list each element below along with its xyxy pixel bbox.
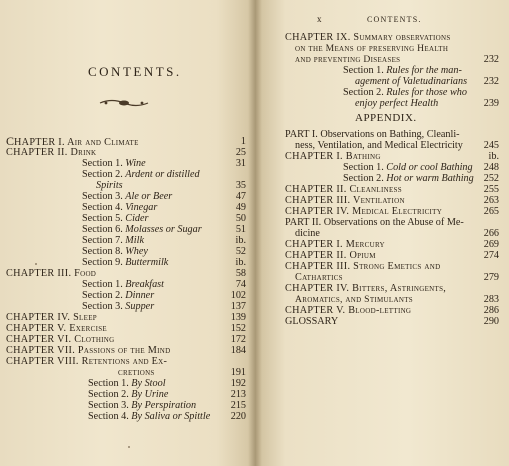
toc-entry-left-1: CHAPTER II. Drink [6, 147, 97, 158]
toc-page-left-14: 102 [230, 290, 246, 301]
toc-page-right-14: 263 [483, 195, 499, 206]
toc-page-left-23: 213 [230, 389, 246, 400]
toc-entry-right-13: CHAPTER II. Cleanliness [285, 184, 402, 195]
appendix-heading: APPENDIX. [355, 112, 417, 124]
toc-page-right-13: 255 [483, 184, 499, 195]
toc-entry-left-4: Spirits [96, 180, 123, 191]
toc-entry-right-1: on the Means of preserving Health [295, 43, 449, 54]
toc-page-right-6: 239 [483, 98, 499, 109]
toc-page-left-17: 152 [230, 323, 246, 334]
toc-entry-left-10: Section 8. Whey [82, 246, 148, 257]
toc-page-left-19: 184 [230, 345, 246, 356]
toc-entry-right-0: CHAPTER IX. Summary observations [285, 32, 451, 43]
toc-entry-left-7: Section 5. Cider [82, 213, 149, 224]
toc-entry-right-24: CHAPTER V. Blood-letting [285, 305, 412, 316]
toc-page-right-18: 269 [483, 239, 499, 250]
toc-entry-right-23: Aromatics, and Stimulants [295, 294, 413, 305]
toc-entry-right-22: CHAPTER IV. Bitters, Astringents, [285, 283, 447, 294]
book-gutter [248, 0, 262, 466]
toc-page-right-12: 252 [483, 173, 499, 184]
toc-page-left-22: 192 [230, 378, 246, 389]
toc-entry-right-12: Section 2. Hot or warm Bathing [343, 173, 474, 184]
toc-entry-left-21: cretions [118, 367, 155, 378]
toc-entry-left-3: Section 2. Ardent or distilled [82, 169, 200, 180]
toc-page-left-11: ib. [235, 257, 246, 268]
toc-entry-left-22: Section 1. By Stool [88, 378, 166, 389]
toc-page-left-10: 52 [235, 246, 246, 257]
toc-entry-right-14: CHAPTER III. Ventilation [285, 195, 405, 206]
toc-entry-left-8: Section 6. Molasses or Sugar [82, 224, 202, 235]
toc-page-left-6: 49 [235, 202, 246, 213]
toc-page-left-21: 191 [230, 367, 246, 378]
toc-page-right-4: 232 [483, 76, 499, 87]
page-speck [128, 446, 130, 448]
toc-entry-left-23: Section 2. By Urine [88, 389, 169, 400]
toc-page-left-2: 31 [235, 158, 246, 169]
toc-entry-right-16: PART II. Observations on the Abuse of Me- [285, 217, 464, 228]
ornament-divider [98, 98, 150, 108]
toc-entry-left-20: CHAPTER VIII. Retentions and Ex- [6, 356, 168, 367]
toc-entry-left-5: Section 3. Ale or Beer [82, 191, 173, 202]
toc-entry-left-2: Section 1. Wine [82, 158, 146, 169]
toc-page-left-12: 58 [235, 268, 246, 279]
toc-page-right-23: 283 [483, 294, 499, 305]
toc-page-left-13: 74 [235, 279, 246, 290]
right-page [255, 0, 509, 466]
toc-page-left-24: 215 [230, 400, 246, 411]
toc-page-left-16: 139 [230, 312, 246, 323]
toc-entry-left-25: Section 4. By Saliva or Spittle [88, 411, 211, 422]
toc-page-left-0: 1 [240, 136, 246, 147]
contents-title: CONTENTS. [88, 64, 182, 79]
toc-page-right-9: 245 [483, 140, 499, 151]
toc-entry-left-0: CHAPTER I. Air and Climate [6, 134, 139, 148]
toc-page-right-10: ib. [488, 151, 499, 162]
toc-entry-right-18: CHAPTER I. Mercury [285, 239, 385, 250]
toc-entry-left-17: CHAPTER V. Exercise [6, 323, 108, 334]
toc-entry-right-11: Section 1. Cold or cool Bathing [343, 162, 473, 173]
toc-entry-left-18: CHAPTER VI. Clothing [6, 334, 115, 345]
page-speck [35, 263, 37, 265]
toc-page-left-15: 137 [230, 301, 246, 312]
toc-entry-right-9: ness, Ventilation, and Medical Electricity [295, 140, 463, 151]
running-head: CONTENTS. [367, 15, 422, 24]
toc-page-left-7: 50 [235, 213, 246, 224]
toc-page-left-18: 172 [230, 334, 246, 345]
toc-entry-right-20: CHAPTER III. Strong Emetics and [285, 261, 441, 272]
toc-entry-left-11: Section 9. Buttermilk [82, 257, 169, 268]
toc-page-right-21: 279 [483, 272, 499, 283]
toc-entry-right-4: agement of Valetudinarians [355, 76, 468, 87]
toc-entry-left-13: Section 1. Breakfast [82, 279, 164, 290]
toc-entry-right-5: Section 2. Rules for those who [343, 87, 467, 98]
toc-entry-right-19: CHAPTER II. Opium [285, 250, 376, 261]
toc-page-left-1: 25 [235, 147, 246, 158]
toc-page-left-5: 47 [235, 191, 246, 202]
toc-page-right-11: 248 [483, 162, 499, 173]
toc-page-left-25: 220 [230, 411, 246, 422]
toc-page-right-25: 290 [483, 316, 499, 327]
running-head-page-number: x [317, 14, 322, 24]
toc-entry-left-15: Section 3. Supper [82, 301, 155, 312]
toc-entry-left-6: Section 4. Vinegar [82, 202, 158, 213]
toc-page-right-17: 266 [483, 228, 499, 239]
toc-entry-right-2: and preventing Diseases [295, 54, 401, 65]
toc-entry-right-25: GLOSSARY [285, 316, 339, 327]
toc-entry-left-24: Section 3. By Perspiration [88, 400, 197, 411]
toc-entry-right-21: Cathartics [295, 272, 343, 283]
toc-entry-right-8: PART I. Observations on Bathing, Cleanli- [285, 129, 460, 140]
toc-page-left-9: ib. [235, 235, 246, 246]
toc-entry-right-15: CHAPTER IV. Medical Electricity [285, 206, 443, 217]
toc-entry-right-10: CHAPTER I. Bathing [285, 151, 381, 162]
toc-page-right-15: 265 [483, 206, 499, 217]
toc-page-right-19: 274 [483, 250, 499, 261]
toc-page-right-24: 286 [483, 305, 499, 316]
toc-entry-left-16: CHAPTER IV. Sleep [6, 312, 97, 323]
toc-entry-left-14: Section 2. Dinner [82, 290, 155, 301]
toc-entry-left-9: Section 7. Milk [82, 235, 144, 246]
toc-entry-right-3: Section 1. Rules for the man- [343, 65, 462, 76]
toc-entry-right-17: dicine [295, 228, 320, 239]
toc-page-left-8: 51 [235, 224, 246, 235]
toc-page-right-2: 232 [483, 54, 499, 65]
toc-entry-left-19: CHAPTER VII. Passions of the Mind [6, 345, 171, 356]
toc-page-left-4: 35 [235, 180, 246, 191]
toc-entry-right-6: enjoy perfect Health [355, 98, 439, 109]
toc-entry-left-12: CHAPTER III. Food [6, 268, 97, 279]
